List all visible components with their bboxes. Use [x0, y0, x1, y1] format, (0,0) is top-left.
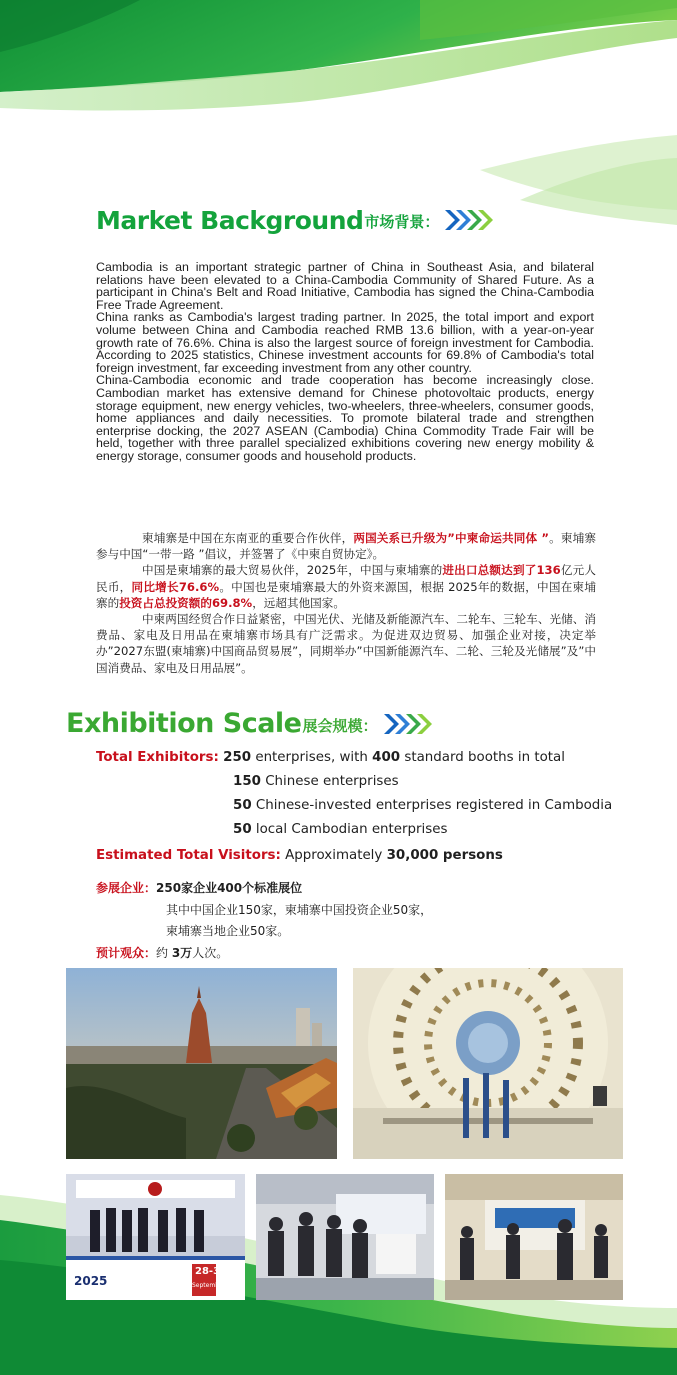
cn-exhibitors-text: 250家企业400个标准展位 [156, 881, 303, 895]
cn-highlight: 投资占总投资额的69.8% [119, 595, 253, 610]
market-chinese-text [96, 530, 596, 676]
market-title-cn: 市场背景： [364, 213, 440, 231]
cn-visitors-number: 3万 [171, 946, 193, 960]
cn-highlight: 进出口总额达到了136 [442, 563, 561, 578]
market-en-paragraph-3: China-Cambodia economic and trade cooperation has become increasingly close. Cambodian market has extensive demand for Chinese photovoltaic products, energy storage equipment, new energy vehicles, two-wheelers, three-wheelers, consumer goods, home appliances and daily necessities. To promote bilateral trade and strengthen enterprise docking, the 2027 ASEAN (Cambodia) China Commodity Trade Fair will be held, together with three parallel specialized exhibitions covering new energy mobility & energy storage, consumer goods and household products. [96, 373, 594, 463]
top-wave-decoration [0, 0, 677, 230]
cn-visitors-text: 约 [156, 946, 172, 960]
cn-text: 。柬埔寨参与中国“一带一路 ”倡议，并签署了《中柬自贸协定》。 [96, 531, 596, 562]
banner-dates: 28-30 [195, 1266, 227, 1277]
cn-text: 亿元人民币， [96, 563, 596, 594]
booths-number: 400 [372, 750, 401, 765]
banner-month: September [192, 1282, 226, 1289]
sub-number: 50 [233, 798, 252, 813]
photo-opening-ceremony [66, 1174, 245, 1300]
scale-title-cn: 展会规模： [302, 717, 378, 735]
sub-text: Chinese-invested enterprises registered in Cambodia [251, 798, 613, 813]
photo-phnom-penh-cityscape [66, 968, 337, 1159]
photo-exhibition-aisle [445, 1174, 623, 1300]
chevron-arrows-icon [382, 712, 438, 739]
sub-number: 50 [233, 822, 252, 837]
banner-year: 2025 [74, 1274, 108, 1288]
market-cn-paragraph-1 [96, 530, 596, 562]
market-en-paragraph-1: Cambodia is an important strategic partner of China in Southeast Asia, and bilateral relations have been elevated to a China-Cambodia Community of Shared Future. As a participant in China's Belt and Road Initiative, Cambodia has signed the China-Cambodia Free Trade Agreement. [96, 260, 594, 312]
market-cn-paragraph-2 [96, 562, 596, 611]
total-exhibitors-row [96, 750, 565, 765]
scale-title-en: Exhibition Scale [66, 708, 302, 739]
photo-dome-interior [353, 968, 623, 1159]
sub-exhibitor-row [233, 798, 612, 813]
market-cn-paragraph-3: 中柬两国经贸合作日益紧密，中国光伏、光储及新能源汽车、二轮车、三轮车、光储、消费品、家电及日用品在柬埔寨市场具有广泛需求。为促进双边贸易、加强企业对接，决定举办”2027东盟(柬埔寨)中国商品贸易展”，同期举办”中国新能源汽车、二轮、三轮及光储展”及”中国消费品、家电及日用品展”。 [96, 612, 596, 675]
exhibitors-label: Total Exhibitors: [96, 750, 219, 765]
sub-text: Chinese enterprises [260, 774, 399, 789]
cn-exhibitors-label: 参展企业： [96, 881, 157, 895]
photo-exhibition-hall-visitors [256, 1174, 434, 1300]
market-title-en: Market Background [96, 206, 364, 235]
exhibitors-text: enterprises, with [251, 750, 373, 765]
sub-text: local Cambodian enterprises [251, 822, 448, 837]
cn-text: ，远超其他国家。 [252, 595, 345, 610]
estimated-visitors-row [96, 848, 503, 863]
booths-text: standard booths in total [400, 750, 565, 765]
market-background-heading [96, 206, 499, 235]
cn-highlight: 两国关系已升级为”中柬命运共同体 ” [353, 531, 550, 545]
cn-highlight: 同比增长76.6% [131, 579, 220, 594]
sub-number: 150 [233, 774, 261, 789]
visitors-number: 30,000 persons [386, 848, 503, 863]
cn-exhibitors-row-2 [166, 901, 432, 918]
cn-visitors-label: 预计观众： [96, 946, 157, 960]
cn-text: 。中国也是柬埔寨最大的外资来源国，根据 2025年的数据，中国在柬埔寨的 [96, 579, 596, 610]
cn-visitors-text: 人次。 [192, 946, 229, 960]
cn-exhibitors-text: 其中中国企业150家，柬埔寨中国投资企业50家， [166, 903, 433, 917]
sub-exhibitor-row [233, 774, 399, 789]
cn-exhibitors-text: 柬埔寨当地企业50家。 [166, 924, 290, 938]
exhibition-scale-heading [66, 708, 438, 739]
market-en-paragraph-2: China ranks as Cambodia's largest trading partner. In 2025, the total import and export volume between China and Cambodia reached RMB 13.6 billion, with a year-on-year growth rate of 76.6%. China is also the largest source of foreign investment for Cambodia. According to 2025 statistics, Chinese investment accounts for 69.8% of Cambodia's total foreign investment, far exceeding investment from any other country. [96, 310, 594, 375]
cn-text: 柬埔寨是中国在东南亚的重要合作伙伴， [142, 531, 354, 545]
cn-exhibitors-row-3 [166, 922, 289, 939]
sub-exhibitor-row [233, 822, 447, 837]
cn-exhibitors-row [96, 879, 302, 896]
visitors-text: Approximately [280, 848, 387, 863]
exhibitors-number: 250 [223, 750, 252, 765]
chevron-arrows-icon [443, 208, 499, 235]
market-english-text [96, 261, 594, 463]
cn-text: 中国是柬埔寨的最大贸易伙伴，2025年，中国与柬埔寨的 [142, 563, 443, 578]
visitors-label: Estimated Total Visitors: [96, 848, 281, 863]
cn-visitors-row [96, 944, 228, 961]
